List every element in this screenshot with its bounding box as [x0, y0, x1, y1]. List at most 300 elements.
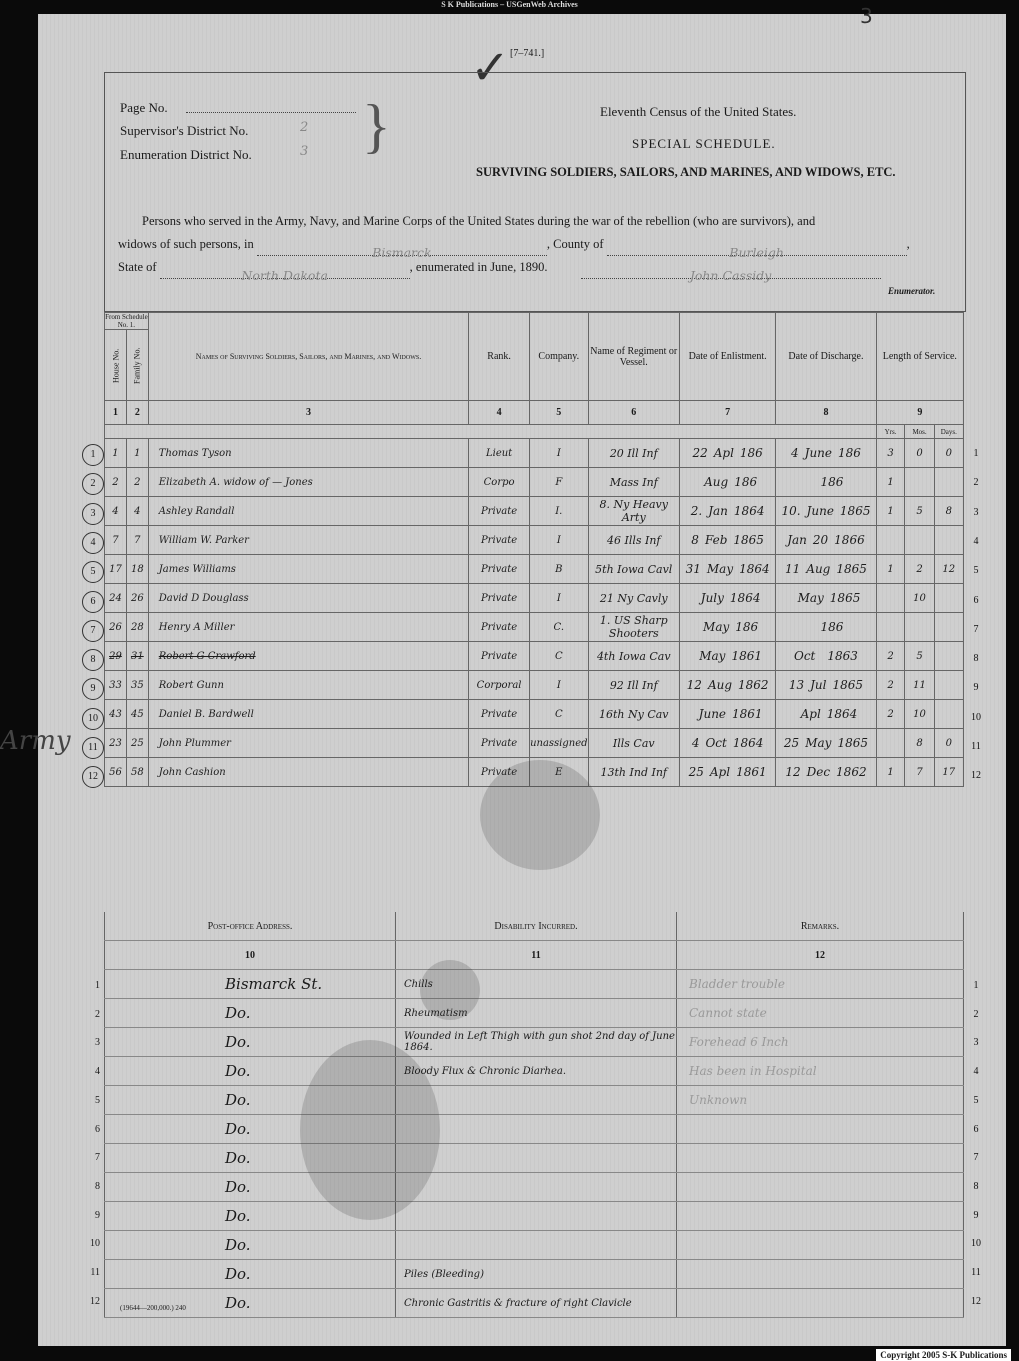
cell-dis-day: 13 — [788, 678, 805, 692]
cell-family: 1 — [126, 439, 148, 468]
cell-rem: Bladder trouble — [677, 970, 964, 999]
from-schedule-header: From Schedule No. 1. — [105, 313, 148, 329]
cell-yrs — [876, 526, 905, 555]
cell-enl-month: Oct — [705, 736, 727, 750]
cell-discharge — [776, 555, 876, 584]
mos-header: Mos. — [905, 425, 934, 439]
table-row — [105, 1173, 964, 1202]
cell-house: 2 — [105, 468, 127, 497]
cell-dis: Chills — [396, 970, 677, 999]
cell-yrs — [876, 584, 905, 613]
lower-row-number: 1 — [95, 980, 100, 991]
cell-discharge — [776, 700, 876, 729]
page-no-blank — [186, 112, 356, 113]
cell-enl-day: 12 — [686, 678, 702, 692]
cell-po: Do. — [105, 1202, 396, 1231]
lower-row-number: 10 — [90, 1238, 100, 1250]
cell-family: 4 — [126, 497, 148, 526]
cell-enlistment — [679, 584, 775, 613]
cell-company: I — [530, 439, 588, 468]
cell-rem: Forehead 6 Inch — [677, 1028, 964, 1057]
cell-rem — [677, 1115, 964, 1144]
cell-days — [934, 613, 963, 642]
cell-family: 2 — [126, 468, 148, 497]
cell-yrs: 2 — [876, 671, 905, 700]
enumerator-label: Enumerator. — [888, 286, 936, 296]
census-title: Eleventh Census of the United States. — [600, 104, 797, 119]
cell-regiment: 4th Iowa Cav — [588, 642, 679, 671]
cell-enl-year: 186 — [734, 475, 758, 489]
cell-rank: Private — [469, 555, 530, 584]
cell-rem — [677, 1173, 964, 1202]
col-num: 1 — [105, 401, 127, 425]
persons-paragraph — [118, 210, 958, 283]
cell-enl-year: 1865 — [733, 533, 764, 547]
cell-po: Do. — [105, 999, 396, 1028]
cell-enl-month: May — [699, 649, 726, 663]
cell-enl-day: 22 — [692, 446, 708, 460]
row-side-number: 6 — [973, 594, 979, 606]
lower-side-number: 8 — [973, 1180, 979, 1192]
cell-rem — [677, 1260, 964, 1289]
length-header: Length of Service. — [876, 313, 963, 401]
col-num: 5 — [530, 401, 588, 425]
table-row — [105, 1086, 964, 1115]
row-side-number: 4 — [973, 535, 979, 547]
cell-enl-year: 1861 — [732, 707, 763, 721]
cell-enlistment — [679, 758, 775, 787]
family-no-header: Family No. — [126, 330, 148, 401]
lower-side-number: 2 — [973, 1008, 979, 1020]
cell-enl-year: 1864 — [739, 562, 770, 576]
cell-rank: Lieut — [469, 439, 530, 468]
cell-rank: Corporal — [469, 671, 530, 700]
cell-name: Elizabeth A. widow of — Jones — [148, 468, 468, 497]
cell-family: 7 — [126, 526, 148, 555]
cell-mos: 11 — [905, 671, 934, 700]
cell-enl-day: 2. — [690, 504, 703, 518]
lower-side-number: 9 — [973, 1209, 979, 1221]
cell-yrs: 3 — [876, 439, 905, 468]
cell-po: Bismarck St. — [105, 970, 396, 999]
row-side-number: 11 — [971, 741, 981, 752]
table-row — [105, 613, 964, 642]
cell-enl-day: 4 — [691, 736, 700, 750]
cell-mos — [905, 613, 934, 642]
cell-regiment: 1. US Sharp Shooters — [588, 613, 679, 642]
row-circle-marker: 9 — [82, 678, 104, 700]
days-header: Days. — [934, 425, 963, 439]
lower-row-number: 4 — [95, 1066, 100, 1078]
ink-stain — [300, 1040, 440, 1220]
cell-po: Do. — [105, 1086, 396, 1115]
table-row — [105, 1028, 964, 1057]
cell-family: 45 — [126, 700, 148, 729]
lower-row-number: 9 — [95, 1209, 100, 1221]
cell-enlistment — [679, 468, 775, 497]
address-table — [104, 912, 964, 1318]
lower-header-row — [105, 912, 964, 941]
cell-po: Do. — [105, 1173, 396, 1202]
row-circle-marker: 11 — [82, 737, 104, 759]
cell-regiment: 5th Iowa Cavl — [588, 555, 679, 584]
names-header: Names of Surviving Soldiers, Sailors, and Marines, and Widows. — [148, 313, 468, 401]
col-num: 9 — [876, 401, 963, 425]
lower-row-number: 7 — [95, 1152, 100, 1164]
cell-mos: 0 — [905, 439, 934, 468]
cell-dis-year: 1864 — [826, 707, 858, 721]
cell-dis-day: 25 — [783, 736, 800, 750]
state-value: North Dakota — [160, 264, 410, 279]
special-schedule: SPECIAL SCHEDULE. — [632, 136, 776, 151]
row-side-number: 7 — [973, 623, 979, 635]
cell-days: 0 — [934, 729, 963, 758]
cell-dis: Rheumatism — [396, 999, 677, 1028]
copyright-notice: Copyright 2005 S-K Publications — [876, 1349, 1011, 1361]
cell-name: Robert Gunn — [148, 671, 468, 700]
cell-house: 7 — [105, 526, 127, 555]
cell-po: Do. — [105, 1028, 396, 1057]
county-label: , County of — [546, 237, 604, 251]
table-row — [105, 584, 964, 613]
cell-house: 17 — [105, 555, 127, 584]
table-row — [105, 555, 964, 584]
cell-name: Henry A Miller — [148, 613, 468, 642]
cell-enlistment — [679, 613, 775, 642]
cell-enl-month: July — [700, 591, 724, 605]
brace-icon: } — [362, 93, 391, 159]
soldiers-table — [104, 312, 964, 787]
lower-row-number: 12 — [90, 1295, 100, 1307]
row-circle-marker: 12 — [82, 766, 104, 788]
cell-rem — [677, 1289, 964, 1318]
table-row — [105, 439, 964, 468]
cell-discharge — [776, 729, 876, 758]
cell-regiment: 8. Ny Heavy Arty — [588, 497, 679, 526]
cell-enl-month: May — [706, 562, 734, 576]
cell-dis-month: June — [806, 504, 834, 518]
cell-rem — [677, 1144, 964, 1173]
cell-rank: Private — [469, 613, 530, 642]
cell-dis-year: 186 — [820, 620, 844, 634]
lower-row-number: 5 — [95, 1094, 100, 1106]
cell-name: David D Douglass — [148, 584, 468, 613]
cell-days: 0 — [934, 439, 963, 468]
regiment-header: Name of Regiment or Vessel. — [588, 313, 679, 401]
cell-rank: Private — [469, 526, 530, 555]
cell-dis-month: Apl — [800, 707, 821, 721]
col-num: 12 — [677, 941, 964, 970]
lower-side-number: 1 — [973, 980, 979, 991]
ink-stain — [480, 760, 600, 870]
cell-dis-day: 10. — [781, 504, 801, 518]
cell-po: Do. — [105, 1231, 396, 1260]
cell-enl-month: Aug — [707, 678, 733, 692]
cell-family: 26 — [126, 584, 148, 613]
lower-row-number: 11 — [90, 1267, 100, 1278]
cell-enlistment — [679, 671, 775, 700]
cell-discharge — [776, 439, 876, 468]
col-num: 3 — [148, 401, 468, 425]
enumerator-name: John Cassidy — [581, 264, 881, 279]
cell-enl-month: Apl — [709, 765, 731, 779]
cell-discharge — [776, 671, 876, 700]
cell-dis-month: 20 — [812, 533, 829, 547]
table-header-row — [105, 313, 964, 330]
cell-enl-year: 1864 — [733, 504, 765, 518]
cell-dis — [396, 1173, 677, 1202]
cell-family: 58 — [126, 758, 148, 787]
cell-regiment: 92 Ill Inf — [588, 671, 679, 700]
disability-header: Disability Incurred. — [396, 912, 677, 941]
cell-regiment: 13th Ind Inf — [588, 758, 679, 787]
col-num: 6 — [588, 401, 679, 425]
cell-dis-year: 1863 — [827, 649, 858, 663]
cell-company: I — [530, 584, 588, 613]
cell-days: 8 — [934, 497, 963, 526]
cell-family: 18 — [126, 555, 148, 584]
cell-yrs: 1 — [876, 497, 905, 526]
cell-mos: 5 — [905, 642, 934, 671]
cell-dis — [396, 1231, 677, 1260]
table-row — [105, 497, 964, 526]
cell-dis: Wounded in Left Thigh with gun shot 2nd day of June 1864. — [396, 1028, 677, 1057]
cell-po: Do. — [105, 1260, 396, 1289]
cell-house: 4 — [105, 497, 127, 526]
cell-dis — [396, 1202, 677, 1231]
spacer-cell — [105, 425, 877, 439]
cell-regiment: 16th Ny Cav — [588, 700, 679, 729]
cell-dis-day: 12 — [785, 765, 801, 779]
cell-name: Ashley Randall — [148, 497, 468, 526]
cell-rank: Private — [469, 700, 530, 729]
cell-discharge — [776, 468, 876, 497]
table-row — [105, 642, 964, 671]
cell-house: 26 — [105, 613, 127, 642]
archive-banner: S K Publications – USGenWeb Archives — [441, 0, 578, 9]
enumerated-label: , enumerated in June, 1890. — [409, 260, 548, 274]
cell-company: E — [530, 758, 588, 787]
cell-regiment: 21 Ny Cavly — [588, 584, 679, 613]
cell-enl-day: 25 — [688, 765, 704, 779]
lower-row-number: 6 — [95, 1123, 100, 1135]
cell-dis-month: June — [804, 446, 833, 460]
cell-dis-year: 1865 — [836, 562, 867, 576]
cell-enl-month: Jan — [708, 504, 728, 518]
cell-family: 28 — [126, 613, 148, 642]
row-side-number: 8 — [973, 653, 979, 665]
cell-rem: Cannot state — [677, 999, 964, 1028]
cell-dis-day: Oct — [793, 649, 816, 663]
cell-house: 29 — [105, 642, 127, 671]
cell-regiment: Mass Inf — [588, 468, 679, 497]
cell-house: 43 — [105, 700, 127, 729]
cell-discharge — [776, 642, 876, 671]
table-row — [105, 671, 964, 700]
cell-enlistment — [679, 555, 775, 584]
cell-enlistment — [679, 526, 775, 555]
cell-po: Do. — [105, 1289, 396, 1318]
cell-yrs: 1 — [876, 758, 905, 787]
table-row — [105, 1231, 964, 1260]
cell-mos — [905, 526, 934, 555]
cell-company: I — [530, 671, 588, 700]
supervisor-value: 2 — [300, 120, 309, 135]
supervisor-label: Supervisor's District No. — [120, 123, 249, 138]
post-office-header: Post-office Address. — [105, 912, 396, 941]
cell-company: unassigned — [530, 729, 588, 758]
cell-discharge — [776, 497, 876, 526]
cell-discharge — [776, 613, 876, 642]
cell-discharge — [776, 758, 876, 787]
cell-company: I — [530, 526, 588, 555]
widows-place: Bismarck — [257, 241, 547, 256]
table-row — [105, 1115, 964, 1144]
cell-regiment: Ills Cav — [588, 729, 679, 758]
cell-name: Thomas Tyson — [148, 439, 468, 468]
row-side-number: 3 — [973, 506, 979, 518]
cell-rem: Has been in Hospital — [677, 1057, 964, 1086]
col-num: 11 — [396, 941, 677, 970]
row-circle-marker: 5 — [82, 561, 104, 583]
cell-enl-year: 1861 — [731, 649, 763, 663]
lower-side-number: 4 — [973, 1066, 979, 1078]
cell-rank: Private — [469, 729, 530, 758]
table-row — [105, 468, 964, 497]
table-row — [105, 700, 964, 729]
cell-enlistment — [679, 700, 775, 729]
yrs-header: Yrs. — [876, 425, 905, 439]
schedule-subtitle: SURVIVING SOLDIERS, SAILORS, AND MARINES, AND WIDOWS, ETC. — [476, 165, 896, 179]
table-row — [105, 999, 964, 1028]
length-subheader-row — [105, 425, 964, 439]
cell-name: James Williams — [148, 555, 468, 584]
cell-company: C — [530, 642, 588, 671]
cell-dis-month: May — [797, 591, 824, 605]
table-row — [105, 1202, 964, 1231]
page-no-label: Page No. — [120, 100, 168, 115]
enlistment-header: Date of Enlistment. — [679, 313, 775, 401]
cell-dis-day: 11 — [785, 562, 801, 576]
cell-days — [934, 671, 963, 700]
cell-rank: Private — [469, 758, 530, 787]
cell-family: 25 — [126, 729, 148, 758]
table-row — [105, 1260, 964, 1289]
col-num: 8 — [776, 401, 876, 425]
cell-yrs — [876, 729, 905, 758]
remarks-header: Remarks. — [677, 912, 964, 941]
cell-mos: 8 — [905, 729, 934, 758]
table-row — [105, 1144, 964, 1173]
cell-company: C — [530, 700, 588, 729]
cell-rem: Unknown — [677, 1086, 964, 1115]
lower-body — [105, 970, 964, 1318]
cell-days: 17 — [934, 758, 963, 787]
lower-side-number: 3 — [973, 1037, 979, 1049]
cell-rem — [677, 1202, 964, 1231]
cell-name: John Plummer — [148, 729, 468, 758]
margin-note: Army — [0, 726, 71, 756]
cell-name: Robert G Crawford — [148, 642, 468, 671]
cell-regiment: 20 Ill Inf — [588, 439, 679, 468]
cell-mos — [905, 468, 934, 497]
ink-stain — [420, 960, 480, 1020]
cell-enl-month: May — [703, 620, 730, 634]
cell-house: 56 — [105, 758, 127, 787]
lower-side-number: 7 — [973, 1152, 979, 1164]
cell-yrs — [876, 613, 905, 642]
cell-enlistment — [679, 729, 775, 758]
cell-dis-year: 1865 — [829, 591, 861, 605]
lower-side-number: 12 — [971, 1295, 981, 1307]
cell-enl-year: 186 — [739, 446, 763, 460]
lower-side-number: 10 — [971, 1238, 981, 1250]
state-line — [118, 256, 958, 283]
cell-enl-day: 8 — [691, 533, 699, 547]
cell-enl-month: June — [698, 707, 727, 721]
cell-company: C. — [530, 613, 588, 642]
print-code: (19644—200,000.) 240 — [120, 1304, 186, 1312]
cell-dis: Bloody Flux & Chronic Diarhea. — [396, 1057, 677, 1086]
cell-days — [934, 526, 963, 555]
row-circle-marker: 6 — [82, 591, 104, 613]
cell-dis-day: 4 — [791, 446, 799, 460]
cell-name: William W. Parker — [148, 526, 468, 555]
cell-company: B — [530, 555, 588, 584]
cell-yrs: 1 — [876, 555, 905, 584]
cell-dis-year: 186 — [820, 475, 844, 489]
cell-enlistment — [679, 642, 775, 671]
cell-days — [934, 700, 963, 729]
pencil-page-mark: 3 — [860, 4, 873, 28]
row-side-number: 1 — [973, 448, 979, 459]
cell-dis-year: 186 — [838, 446, 861, 460]
table-row — [105, 1057, 964, 1086]
table-row — [105, 1289, 964, 1318]
cell-days — [934, 642, 963, 671]
cell-regiment: 46 Ills Inf — [588, 526, 679, 555]
cell-yrs: 2 — [876, 700, 905, 729]
col-num: 2 — [126, 401, 148, 425]
cell-company: F — [530, 468, 588, 497]
col-num: 10 — [105, 941, 396, 970]
column-number-row — [105, 401, 964, 425]
state-label: State of — [118, 260, 157, 274]
cell-discharge — [776, 526, 876, 555]
widows-line: widows of such persons, in Bismarck, County of Burleigh, — [118, 237, 910, 260]
lower-row-number: 2 — [95, 1008, 100, 1020]
table-row — [105, 729, 964, 758]
cell-dis-year: 1865 — [839, 504, 871, 518]
cell-dis-day: Jan — [787, 533, 807, 547]
cell-enlistment — [679, 439, 775, 468]
cell-enlistment — [679, 497, 775, 526]
cell-po: Do. — [105, 1115, 396, 1144]
lower-row-number: 8 — [95, 1180, 100, 1192]
cell-enl-year: 1861 — [736, 765, 767, 779]
cell-rank: Corpo — [469, 468, 530, 497]
cell-mos: 10 — [905, 700, 934, 729]
cell-dis-year: 1866 — [834, 533, 865, 547]
cell-mos: 10 — [905, 584, 934, 613]
cell-dis-month: Aug — [806, 562, 831, 576]
house-no-header: House No. — [105, 330, 127, 401]
cell-dis: Piles (Bleeding) — [396, 1260, 677, 1289]
cell-mos: 7 — [905, 758, 934, 787]
cell-dis-month: Dec — [806, 765, 831, 779]
cell-po: Do. — [105, 1144, 396, 1173]
cell-days — [934, 584, 963, 613]
